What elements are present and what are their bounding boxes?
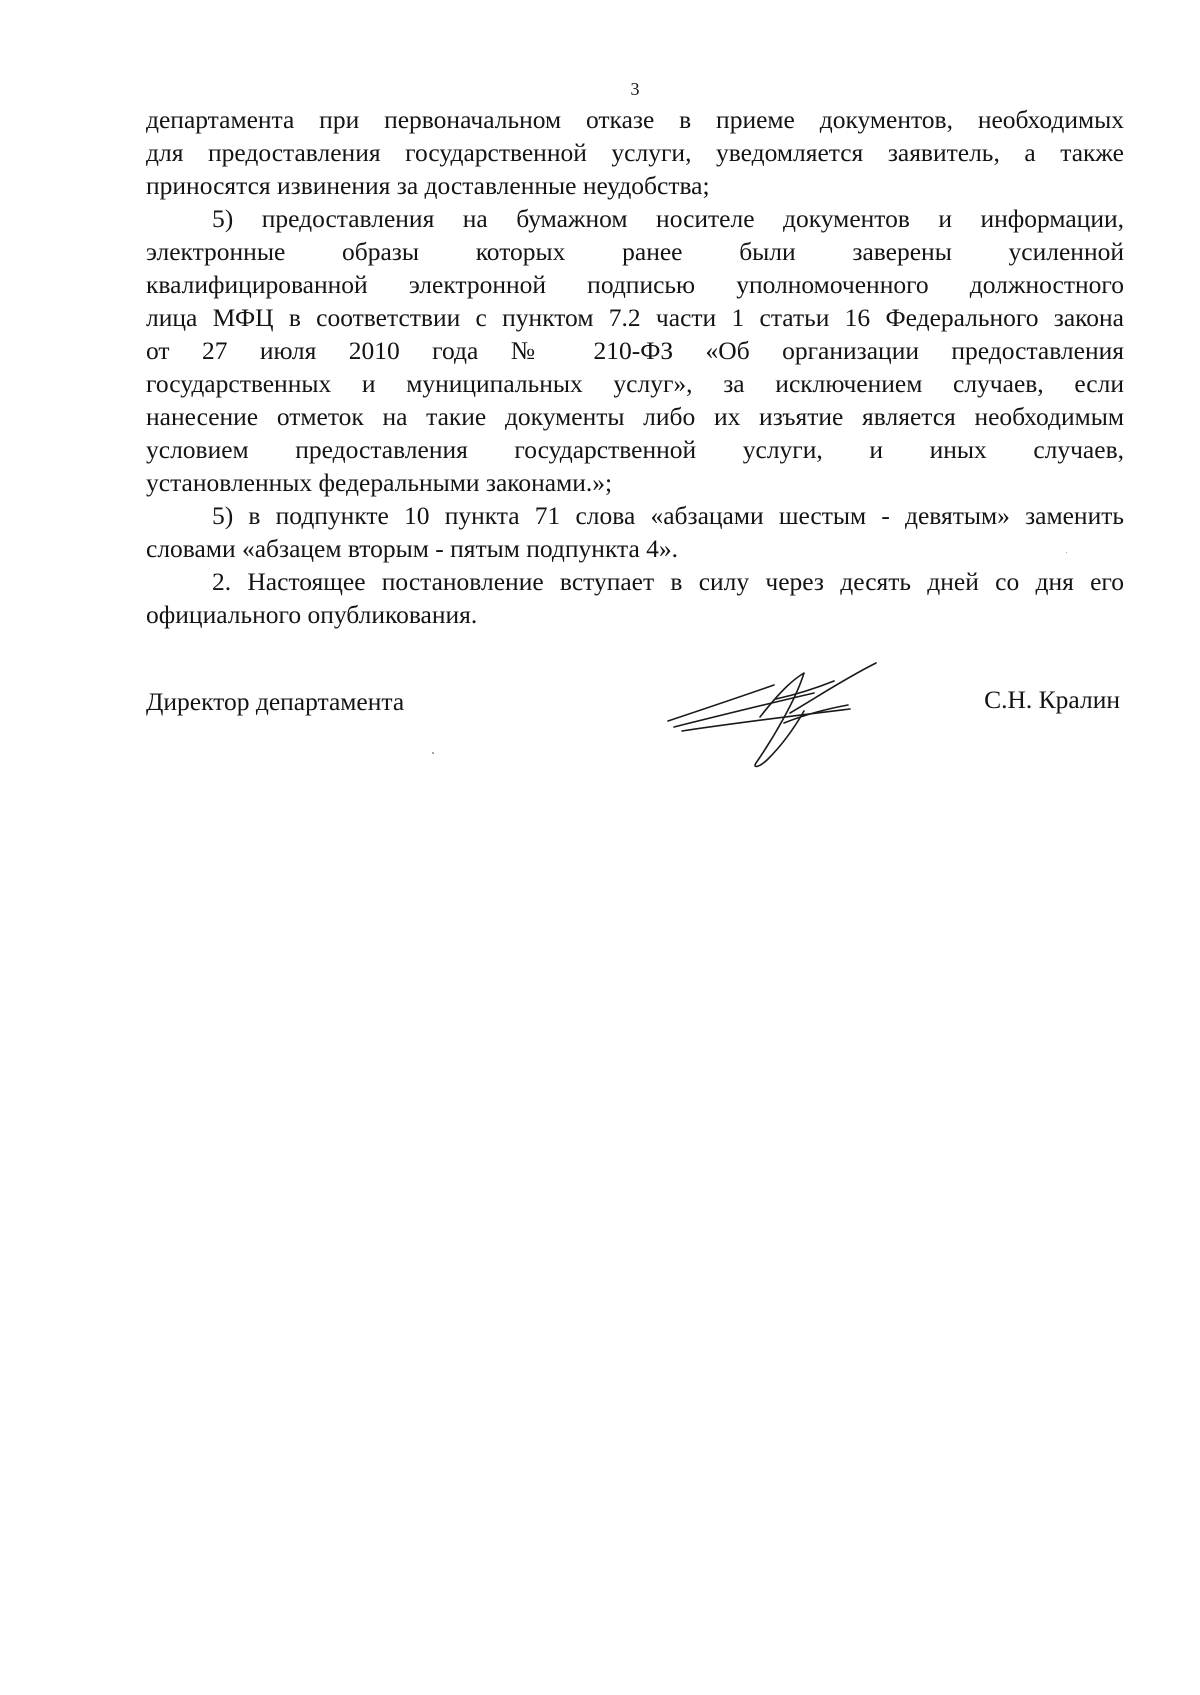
text-line: департамента при первоначальном отказе в приеме документов, необходимых — [146, 105, 1124, 134]
text-line: официального опубликования. — [146, 600, 478, 629]
paragraph-item-5-subpoint-10 — [146, 499, 1124, 565]
text-line: квалифицированной электронной подписью уполномоченного должностного — [146, 270, 1124, 299]
text-line: словами «абзацем вторым - пятым подпункта 4». — [146, 534, 679, 563]
text-line: условием предоставления государственной услуги, и иных случаев, — [146, 435, 1124, 464]
document-body — [146, 103, 1124, 631]
text-line: 2. Настоящее постановление вступает в силу через десять дней со дня его — [212, 567, 1124, 596]
text-line: электронные образы которых ранее были заверены усиленной — [146, 237, 1124, 266]
text-line: лица МФЦ в соответствии с пунктом 7.2 части 1 статьи 16 Федерального закона — [146, 303, 1124, 332]
scan-speck — [1066, 552, 1067, 553]
text-line: нанесение отметок на такие документы либо их изъятие является необходимым — [146, 402, 1124, 431]
signer-name: С.Н. Кралин — [984, 685, 1120, 714]
text-line: приносятся извинения за доставленные неудобства; — [146, 171, 710, 200]
paragraph-continuation — [146, 103, 1124, 202]
page-number: 3 — [630, 79, 640, 99]
text-line: 5) в подпункте 10 пункта 71 слова «абзацами шестым - девятым» заменить — [212, 501, 1124, 530]
text-line: государственных и муниципальных услуг», за исключением случаев, если — [146, 369, 1124, 398]
signature-block — [146, 685, 1124, 805]
signer-title: Директор департамента — [146, 687, 405, 716]
text-line: для предоставления государственной услуги, уведомляется заявитель, а также — [146, 138, 1124, 167]
scan-speck — [432, 752, 434, 754]
paragraph-item-5-paper-documents — [146, 202, 1124, 499]
text-line: 5) предоставления на бумажном носителе документов и информации, — [212, 204, 1124, 233]
text-line: установленных федеральными законами.»; — [146, 468, 613, 497]
text-line: от 27 июля 2010 года № 210-ФЗ «Об организации предоставления — [146, 336, 1124, 365]
handwritten-signature-icon — [664, 659, 894, 774]
paragraph-effective-date — [146, 565, 1124, 631]
